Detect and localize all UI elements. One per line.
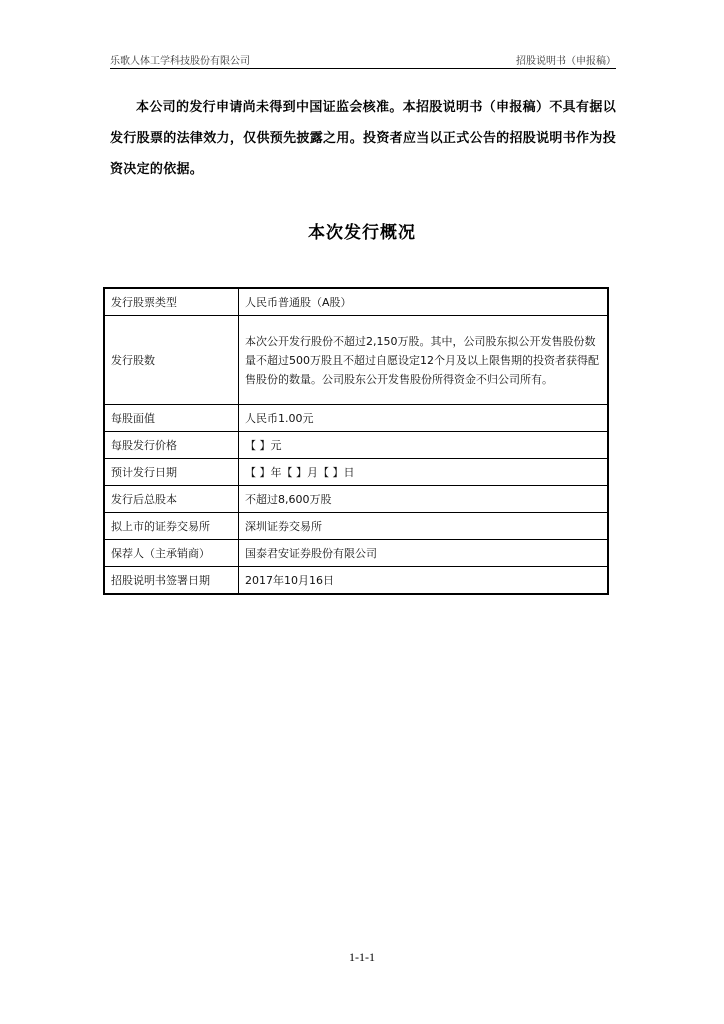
row-value: 【 】年【 】月【 】日 [239,459,609,486]
page-header [110,52,616,69]
row-label: 发行股数 [104,316,239,405]
row-label: 拟上市的证券交易所 [104,513,239,540]
row-value: 人民币普通股（A股） [239,288,609,316]
row-value: 本次公开发行股份不超过2,150万股。其中，公司股东拟公开发售股份数量不超过500万股且不超过自愿设定12个月及以上限售期的投资者获得配售股份的数量。公司股东公开发售股份所得资金不归公司所有。 [239,316,609,405]
header-company-name: 乐歌人体工学科技股份有限公司 [110,56,250,67]
row-label: 每股发行价格 [104,432,239,459]
row-label: 保荐人（主承销商） [104,540,239,567]
row-label: 发行股票类型 [104,288,239,316]
header-document-name: 招股说明书（申报稿） [516,56,616,67]
table-row [104,567,608,595]
page-number: 1-1-1 [349,950,375,964]
table-row [104,513,608,540]
row-value: 不超过8,600万股 [239,486,609,513]
row-value: 【 】元 [239,432,609,459]
row-label: 每股面值 [104,405,239,432]
approval-notice: 本公司的发行申请尚未得到中国证监会核准。本招股说明书（申报稿）不具有据以发行股票的法律效力，仅供预先披露之用。投资者应当以正式公告的招股说明书作为投资决定的依据。 [110,100,616,177]
row-value: 2017年10月16日 [239,567,609,595]
row-label: 预计发行日期 [104,459,239,486]
table-row [104,459,608,486]
table-row [104,316,608,405]
section-title: 本次发行概况 [308,223,416,243]
table-row [104,486,608,513]
row-label: 招股说明书签署日期 [104,567,239,595]
row-value: 国泰君安证券股份有限公司 [239,540,609,567]
row-label: 发行后总股本 [104,486,239,513]
row-value: 深圳证券交易所 [239,513,609,540]
row-value: 人民币1.00元 [239,405,609,432]
table-row [104,540,608,567]
offering-summary-table [103,287,609,595]
table-row [104,432,608,459]
table-row [104,288,608,316]
table-row [104,405,608,432]
